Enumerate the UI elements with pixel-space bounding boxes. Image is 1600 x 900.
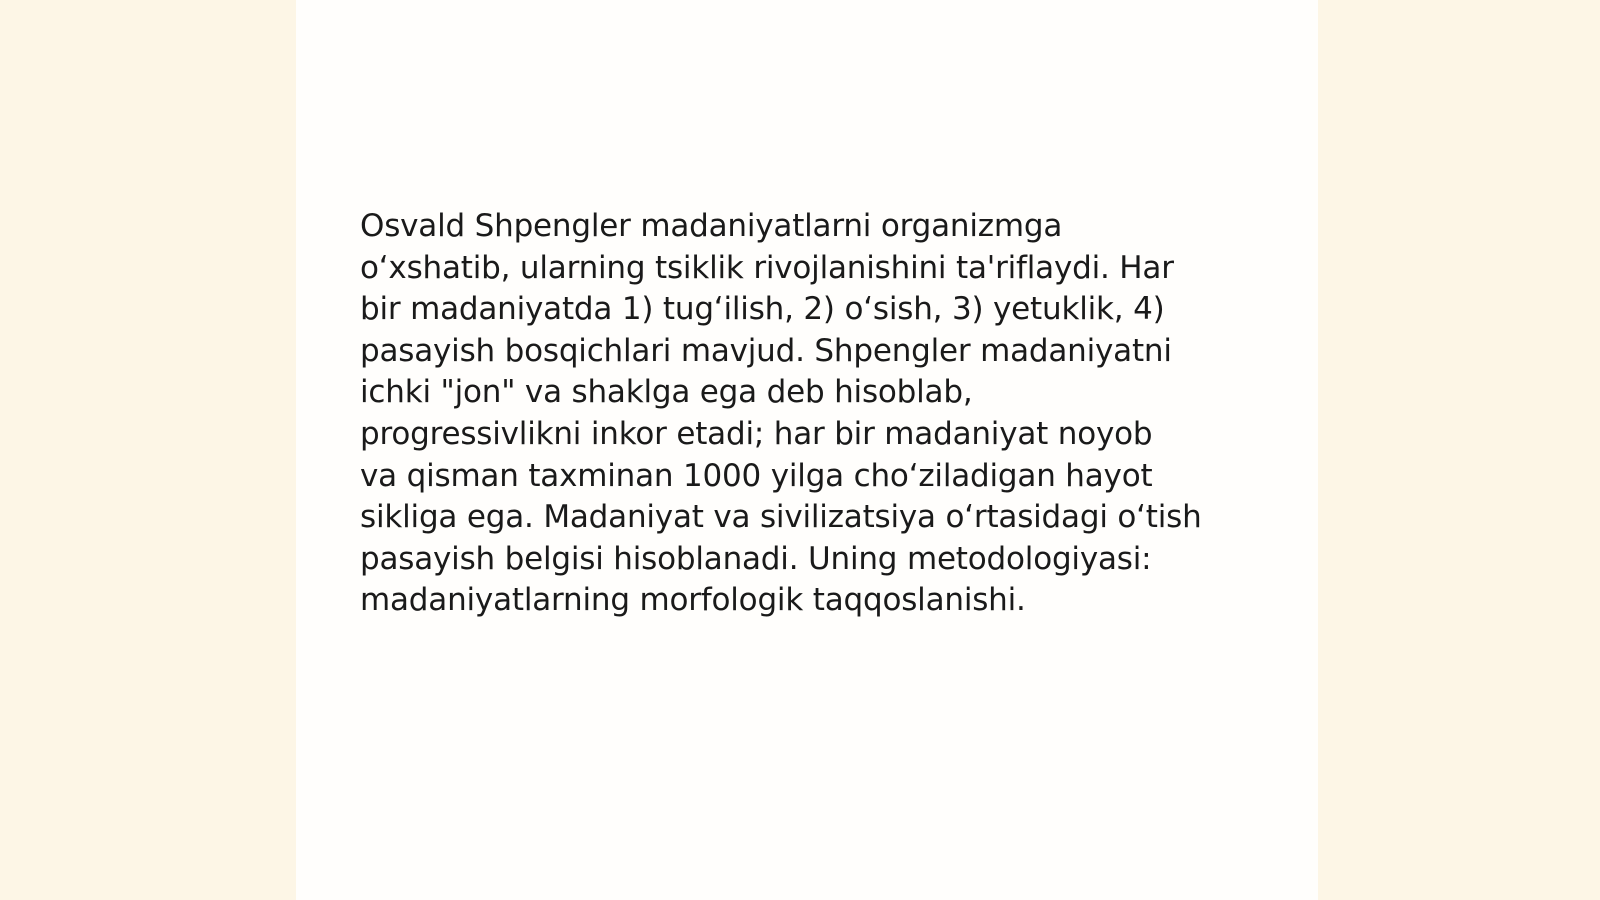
text-line-2: o‘xshatib, ularning tsiklik rivojlanishini ta'riflaydi. Har — [360, 249, 1174, 286]
text-line-9: pasayish belgisi hisoblanadi. Uning metodologiyasi: — [360, 540, 1152, 577]
text-line-6: progressivlikni inkor etadi; har bir madaniyat noyob — [360, 415, 1153, 452]
text-line-4: pasayish bosqichlari mavjud. Shpengler madaniyatni — [360, 332, 1172, 369]
text-line-5: ichki "jon" va shaklga ega deb hisoblab, — [360, 374, 973, 411]
slide-page — [296, 0, 1318, 900]
text-line-1: Osvald Shpengler madaniyatlarni organizmga — [360, 208, 1063, 244]
text-line-7: va qisman taxminan 1000 yilga cho‘ziladigan hayot — [360, 457, 1153, 494]
text-line-10: madaniyatlarning morfologik taqqoslanishi. — [360, 582, 1026, 619]
slide-body-text — [360, 206, 1240, 622]
text-line-3: bir madaniyatda 1) tug‘ilish, 2) o‘sish, 3) yetuklik, 4) — [360, 291, 1165, 328]
text-line-8: sikliga ega. Madaniyat va sivilizatsiya o‘rtasidagi o‘tish — [360, 499, 1202, 536]
